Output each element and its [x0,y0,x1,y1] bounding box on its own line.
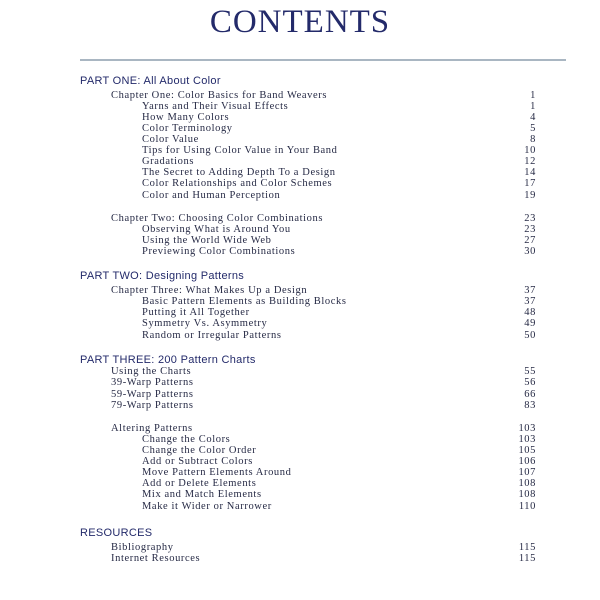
toc-section-entry[interactable] [142,307,536,318]
toc-section-entry[interactable] [142,501,536,512]
entry-page-number: 4 [530,112,536,123]
toc-section-entry[interactable] [142,478,536,489]
entry-label: Altering Patterns [111,423,193,434]
entry-label: Using the World Wide Web [142,235,272,246]
entry-label: Basic Pattern Elements as Building Blocks [142,296,347,307]
entry-page-number: 10 [524,145,536,156]
entry-label: 39-Warp Patterns [111,377,194,388]
toc-section-entry[interactable] [142,456,536,467]
part-heading: PART TWO: Designing Patterns [80,270,245,282]
toc-section-entry[interactable] [142,156,536,167]
entry-label: Gradations [142,156,195,167]
toc-chapter-entry[interactable] [111,423,536,434]
toc-section-entry[interactable] [142,123,536,134]
toc-chapter-entry[interactable] [111,213,536,224]
toc-chapter-entry[interactable] [111,400,536,411]
entry-label: Add or Subtract Colors [142,456,253,467]
toc-chapter-entry[interactable] [111,366,536,377]
entry-label: Color Value [142,134,199,145]
entry-label: Make it Wider or Narrower [142,501,272,512]
entry-page-number: 12 [524,156,536,167]
part-heading: PART THREE: 200 Pattern Charts [80,354,256,366]
toc-section-entry[interactable] [142,224,536,235]
toc-section-entry[interactable] [142,445,536,456]
toc-section-entry[interactable] [142,134,536,145]
entry-page-number: 107 [518,467,536,478]
entry-page-number: 5 [530,123,536,134]
entry-page-number: 27 [524,235,536,246]
entry-label: Random or Irregular Patterns [142,330,282,341]
toc-section-entry[interactable] [142,489,536,500]
entry-label: Internet Resources [111,553,201,564]
part-heading: RESOURCES [80,527,153,539]
entry-page-number: 8 [530,134,536,145]
toc-chapter-entry[interactable] [111,553,536,564]
entry-label: How Many Colors [142,112,230,123]
entry-page-number: 108 [518,478,536,489]
entry-label: Color Terminology [142,123,233,134]
entry-page-number: 108 [518,489,536,500]
toc-chapter-entry[interactable] [111,389,536,400]
entry-label: 79-Warp Patterns [111,400,194,411]
entry-label: Chapter Two: Choosing Color Combinations [111,213,324,224]
entry-page-number: 56 [524,377,536,388]
entry-label: Tips for Using Color Value in Your Band [142,145,338,156]
entry-label: Putting it All Together [142,307,250,318]
entry-page-number: 110 [518,501,536,512]
entry-label: Previewing Color Combinations [142,246,296,257]
entry-page-number: 23 [524,224,536,235]
entry-label: Change the Color Order [142,445,257,456]
entry-page-number: 49 [524,318,536,329]
entry-label: Chapter Three: What Makes Up a Design [111,285,308,296]
entry-page-number: 106 [518,456,536,467]
toc-section-entry[interactable] [142,296,536,307]
toc-section-entry[interactable] [142,101,536,112]
entry-page-number: 50 [524,330,536,341]
entry-page-number: 115 [518,553,536,564]
toc-chapter-entry[interactable] [111,90,536,101]
entry-label: Color and Human Perception [142,190,281,201]
toc-section-entry[interactable] [142,467,536,478]
toc-section-entry[interactable] [142,330,536,341]
entry-label: Move Pattern Elements Around [142,467,292,478]
entry-page-number: 14 [524,167,536,178]
toc-section-entry[interactable] [142,318,536,329]
toc-chapter-entry[interactable] [111,285,536,296]
toc-section-entry[interactable] [142,190,536,201]
entry-label: The Secret to Adding Depth To a Design [142,167,336,178]
toc-section-entry[interactable] [142,178,536,189]
toc-chapter-entry[interactable] [111,542,536,553]
entry-page-number: 1 [530,101,536,112]
entry-page-number: 115 [518,542,536,553]
entry-page-number: 48 [524,307,536,318]
entry-page-number: 37 [524,296,536,307]
entry-label: Bibliography [111,542,174,553]
entry-page-number: 55 [524,366,536,377]
part-heading: PART ONE: All About Color [80,75,221,87]
entry-label: Mix and Match Elements [142,489,262,500]
toc-section-entry[interactable] [142,167,536,178]
toc-section-entry[interactable] [142,145,536,156]
entry-page-number: 1 [530,90,536,101]
entry-label: Symmetry Vs. Asymmetry [142,318,268,329]
entry-page-number: 66 [524,389,536,400]
toc-section-entry[interactable] [142,246,536,257]
toc-chapter-entry[interactable] [111,377,536,388]
entry-label: Observing What is Around You [142,224,291,235]
entry-label: Chapter One: Color Basics for Band Weavers [111,90,328,101]
entry-page-number: 83 [524,400,536,411]
entry-page-number: 30 [524,246,536,257]
toc-section-entry[interactable] [142,434,536,445]
entry-label: Color Relationships and Color Schemes [142,178,333,189]
entry-label: Yarns and Their Visual Effects [142,101,289,112]
entry-page-number: 17 [524,178,536,189]
entry-page-number: 103 [518,423,536,434]
entry-label: Add or Delete Elements [142,478,257,489]
entry-label: Using the Charts [111,366,192,377]
page-title: CONTENTS [209,4,391,40]
toc-section-entry[interactable] [142,112,536,123]
entry-label: 59-Warp Patterns [111,389,194,400]
entry-page-number: 23 [524,213,536,224]
entry-page-number: 103 [518,434,536,445]
entry-page-number: 105 [518,445,536,456]
entry-page-number: 37 [524,285,536,296]
entry-label: Change the Colors [142,434,231,445]
toc-section-entry[interactable] [142,235,536,246]
entry-page-number: 19 [524,190,536,201]
